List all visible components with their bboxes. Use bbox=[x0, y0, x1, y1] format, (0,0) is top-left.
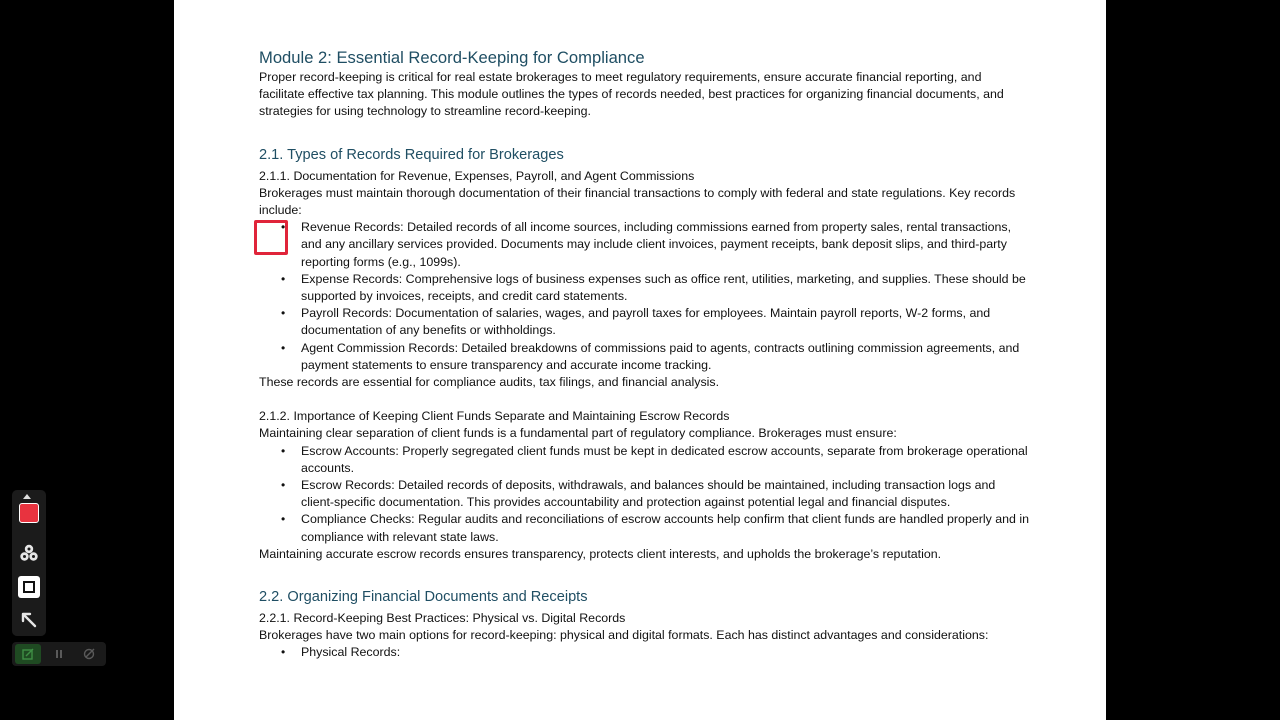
list-item: • Escrow Records: Detailed records of deposits, withdrawals, and balances should be maintained, including transaction logs and client-specific documentation. This provides accountability and protection against potential legal and financial disputes. bbox=[301, 477, 1029, 511]
step-counter-icon bbox=[19, 543, 39, 563]
color-picker-button[interactable] bbox=[18, 502, 40, 524]
record-button[interactable] bbox=[15, 644, 41, 664]
document-page bbox=[174, 0, 1106, 720]
rectangle-tool-icon bbox=[18, 576, 40, 598]
formats-list bbox=[259, 644, 1029, 661]
subsection-2-1-2-intro: Maintaining clear separation of client funds is a fundamental part of regulatory compliance. Brokerages must ensure: bbox=[259, 426, 897, 441]
subsection-2-2-1-heading: 2.2.1. Record-Keeping Best Practices: Physical vs. Digital Records bbox=[259, 611, 626, 626]
recording-controls bbox=[12, 642, 106, 666]
subsection-2-2-1-intro: Brokerages have two main options for record-keeping: physical and digital formats. Each has distinct advantages and considerations: bbox=[259, 628, 989, 643]
collapse-chevron-icon[interactable] bbox=[23, 494, 31, 499]
list-item: • Revenue Records: Detailed records of all income sources, including commissions earned from property sales, rental transactions, and any ancillary services provided. Documents may include client invoices, payment receipts, bank deposit slips, and third-party reporting forms (e.g., 1099s). bbox=[301, 219, 1029, 271]
subsection-2-1-2-heading: 2.1.2. Importance of Keeping Client Funds Separate and Maintaining Escrow Records bbox=[259, 409, 730, 424]
list-item: • Agent Commission Records: Detailed breakdowns of commissions paid to agents, contracts outlining commission agreements, and payment statements to ensure transparency and accurate income tracking. bbox=[301, 340, 1029, 374]
records-list bbox=[259, 219, 1029, 374]
step-counter-button[interactable] bbox=[18, 542, 40, 564]
color-swatch bbox=[19, 503, 39, 523]
list-item: • Compliance Checks: Regular audits and reconciliations of escrow accounts help confirm that client funds are handled properly and in compliance with relevant state laws. bbox=[301, 511, 1029, 545]
list-item: • Payroll Records: Documentation of salaries, wages, and payroll taxes for employees. Maintain payroll reports, W-2 forms, and documentation of any benefits or withholdings. bbox=[301, 305, 1029, 339]
subsection-2-1-1-outro: These records are essential for compliance audits, tax filings, and financial analysis. bbox=[259, 375, 720, 390]
annotation-toolbar bbox=[12, 490, 46, 636]
subsection-2-1-1-intro: Brokerages must maintain thorough documentation of their financial transactions to comply with federal and state regulations. Key records include: bbox=[259, 185, 1016, 218]
document-content bbox=[259, 47, 1029, 662]
stop-icon bbox=[83, 648, 95, 660]
pause-button[interactable] bbox=[46, 644, 72, 664]
escrow-list bbox=[259, 443, 1029, 546]
module-intro: Proper record-keeping is critical for real estate brokerages to meet regulatory requirements, ensure accurate financial reporting, and facilitate effective tax planning. This module outlines the types of records needed, best practices for organizing financial documents, and strategies for using technology to streamline record-keeping. bbox=[259, 70, 1004, 119]
list-item: • Expense Records: Comprehensive logs of business expenses such as office rent, utilities, marketing, and supplies. These should be supported by invoices, receipts, and credit card statements. bbox=[301, 271, 1029, 305]
module-title: Module 2: Essential Record-Keeping for Compliance bbox=[259, 48, 645, 67]
arrow-tool-icon bbox=[20, 611, 38, 629]
list-item: • Physical Records: bbox=[301, 644, 1029, 661]
list-item: • Escrow Accounts: Properly segregated client funds must be kept in dedicated escrow accounts, separate from brokerage operational accounts. bbox=[301, 443, 1029, 477]
stop-button[interactable] bbox=[76, 644, 102, 664]
subsection-2-1-1-heading: 2.1.1. Documentation for Revenue, Expenses, Payroll, and Agent Commissions bbox=[259, 168, 695, 183]
annotation-rectangle[interactable] bbox=[254, 220, 288, 255]
subsection-2-1-2-outro: Maintaining accurate escrow records ensures transparency, protects client interests, and upholds the brokerage’s reputation. bbox=[259, 546, 942, 561]
section-2-2-heading: 2.2. Organizing Financial Documents and Receipts bbox=[259, 589, 588, 606]
arrow-tool-button[interactable] bbox=[18, 609, 40, 631]
record-icon bbox=[22, 648, 34, 660]
spacer bbox=[259, 391, 1029, 408]
section-2-1-heading: 2.1. Types of Records Required for Brokerages bbox=[259, 146, 564, 163]
rectangle-tool-button[interactable] bbox=[18, 576, 40, 598]
pause-icon bbox=[54, 649, 64, 659]
